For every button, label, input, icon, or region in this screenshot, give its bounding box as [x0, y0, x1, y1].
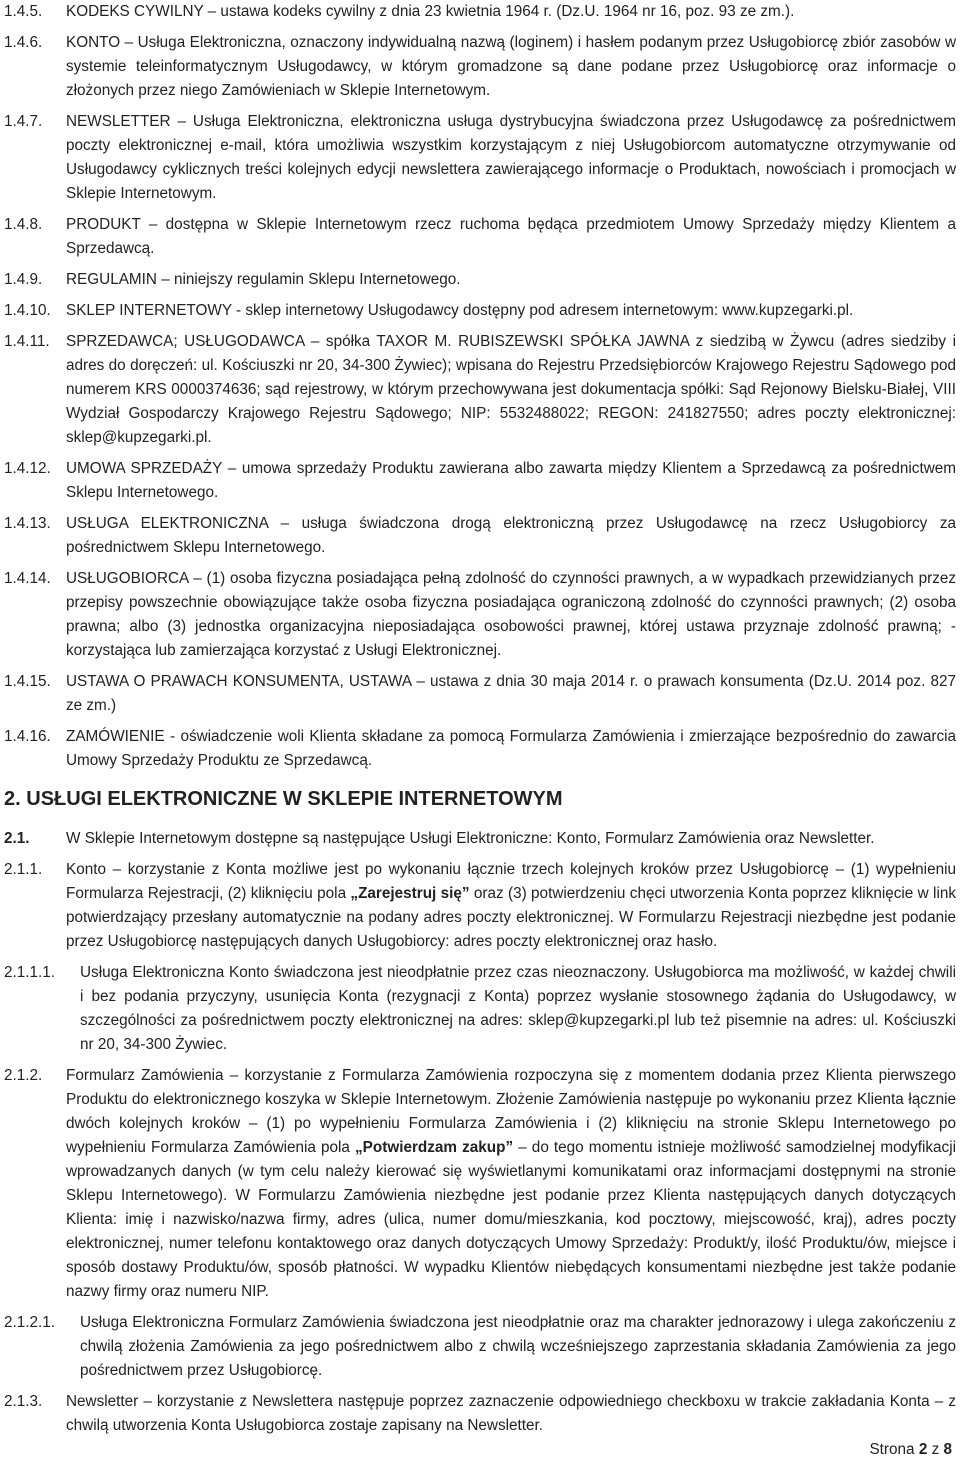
definition-number: 1.4.14. [4, 570, 51, 587]
clause-2-1-1-1 [0, 961, 960, 1057]
definition-item [0, 0, 960, 24]
definition-item [0, 457, 960, 505]
definition-text: USTAWA O PRAWACH KONSUMENTA, USTAWA – ustawa z dnia 30 maja 2014 r. o prawach konsumenta (Dz.U. 2014 poz. 827 ze zm.) [66, 673, 956, 714]
definition-text: UMOWA SPRZEDAŻY – umowa sprzedaży Produktu zawierana albo zawarta między Klientem a Sprzedawcą za pośrednictwem Sklepu Internetowego. [66, 460, 956, 501]
definition-item [0, 213, 960, 261]
clause-text: W Sklepie Internetowym dostępne są następujące Usługi Elektroniczne: Konto, Formularz Zamówienia oraz Newsletter. [66, 830, 875, 847]
clause-number: 2.1.1.1. [4, 964, 56, 981]
definition-text: SKLEP INTERNETOWY - sklep internetowy Usługodawcy dostępny pod adresem internetowym: www.kupzegarki.pl. [66, 302, 854, 319]
definition-number: 1.4.11. [4, 333, 50, 350]
definition-item [0, 268, 960, 292]
clause-number: 2.1.2. [4, 1067, 43, 1084]
definition-text: PRODUKT – dostępna w Sklepie Internetowym rzecz ruchoma będąca przedmiotem Umowy Sprzedaży między Klientem a Sprzedawcą. [66, 216, 956, 257]
clause-number: 2.1.3. [4, 1393, 43, 1410]
clause-text: Konto – korzystanie z Konta możliwe jest po wykonaniu łącznie trzech kolejnych kroków przez Usługobiorcę – (1) wypełnieniu Formularza Rejestracji, (2) kliknięciu pola [66, 861, 956, 902]
section-number: 2. [4, 788, 21, 810]
definition-number: 1.4.6. [4, 34, 43, 51]
definition-text: KONTO – Usługa Elektroniczna, oznaczony indywidualną nazwą (loginem) i hasłem podanym przez Usługobiorcę zbiór zasobów w systemie teleinformatycznym Usługodawcy, w którym gromadzone są dane podane przez Usługobiorcę oraz informacje o złożonych przez niego Zamówieniach w Sklepie Internetowym. [66, 34, 956, 99]
clause-number: 2.1.2.1. [4, 1314, 56, 1331]
clause-2-1-2-1 [0, 1311, 960, 1383]
clause-2-1-1 [0, 858, 960, 954]
definition-number: 1.4.13. [4, 515, 51, 532]
page-sep: z [931, 1441, 940, 1458]
definition-number: 1.4.7. [4, 113, 43, 130]
definition-item [0, 512, 960, 560]
clause-text: Newsletter – korzystanie z Newslettera następuje poprzez zaznaczenie odpowiedniego checkboxu w trakcie zakładania Konta – z chwilą utworzenia Konta Usługobiorca zostaje zapisany na Newsletter. [66, 1393, 956, 1434]
definition-number: 1.4.5. [4, 3, 43, 20]
definition-item [0, 670, 960, 718]
definition-number: 1.4.16. [4, 728, 51, 745]
clause-number: 2.1. [4, 830, 30, 847]
clause-text: Formularz Zamówienia – korzystanie z Formularza Zamówienia rozpoczyna się z momentem dodania przez Klienta pierwszego Produktu do elektronicznego koszyka w Sklepie Internetowym. Złożenie Zamówienia następuje po wykonaniu przez Klienta łącznie dwóch kolejnych kroków – (1) po wypełnieniu Formularza Zamówienia i (2) kliknięciu na stronie Sklepu Internetowego po wypełnieniu Formularza Zamówienia pola [66, 1067, 956, 1156]
definition-text: USŁUGA ELEKTRONICZNA – usługa świadczona drogą elektroniczną przez Usługodawcę na rzecz Usługobiorcy za pośrednictwem Sklepu Internetowego. [66, 515, 956, 556]
clause-text-continued: oraz (3) potwierdzeniu chęci utworzenia Konta poprzez kliknięcie w link potwierdzający przesłany automatycznie na podany adres poczty elektronicznej. W Formularzu Rejestracji niezbędne jest podanie przez Usługobiorcę następujących danych Usługobiorcy: adres poczty elektronicznej oraz hasło. [66, 885, 957, 950]
clause-text-continued: – do tego momentu istnieje możliwość samodzielnej modyfikacji wprowadzanych danych (w tym celu należy kierować się wyświetlanymi komunikatami oraz informacjami dostępnymi na stronie Sklepu Internetowego). W Formularzu Zamówienia niezbędne jest podanie przez Klienta następujących danych dotyczących Klienta: imię i nazwisko/nazwa firmy, adres (ulica, numer domu/mieszkania, kod pocztowy, miejscowość, kraj), adres poczty elektronicznej, numer telefonu kontaktowego oraz danych dotyczących Umowy Sprzedaży: Produkt/y, ilość Produktu/ów, miejsce i sposób dostawy Produktu/ów, sposób płatności. W wypadku Klientów niebędących konsumentami niezbędne jest także podanie nazwy firmy oraz numeru NIP. [66, 1139, 956, 1300]
definition-text: NEWSLETTER – Usługa Elektroniczna, elektroniczna usługa dystrybucyjna świadczona przez Usługodawcę za pośrednictwem poczty elektronicznej e-mail, która umożliwia wszystkim korzystającym z niej Usługobiorcom automatyczne otrzymywanie od Usługodawcy cyklicznych treści kolejnych edycji newslettera zawierającego informacje o Produktach, nowościach i promocjach w Sklepie Internetowym. [66, 113, 956, 202]
page-label: Strona [869, 1441, 915, 1458]
definition-text: SPRZEDAWCA; USŁUGODAWCA – spółka TAXOR M. RUBISZEWSKI SPÓŁKA JAWNA z siedzibą w Żywcu (adres siedziby i adres do doręczeń: ul. Kościuszki nr 20, 34-300 Żywiec); wpisana do Rejestru Przedsiębiorców Krajowego Rejestru Sądowego pod numerem KRS 0000374636; sąd rejestrowy, w którym przechowywana jest dokumentacja spółki: Sąd Rejonowy Bielsku-Białej, VIII Wydział Gospodarczy Krajowego Rejestru Sądowego; NIP: 5532488022; REGON: 241827550; adres poczty elektronicznej: sklep@kupzegarki.pl. [66, 333, 956, 446]
definition-text: ZAMÓWIENIE - oświadczenie woli Klienta składane za pomocą Formularza Zamówienia i zmierzające bezpośrednio do zawarcia Umowy Sprzedaży Produktu ze Sprzedawcą. [66, 728, 956, 769]
clause-2-1-2 [0, 1064, 960, 1304]
definition-item [0, 31, 960, 103]
clause-text: Usługa Elektroniczna Konto świadczona jest nieodpłatnie przez czas nieoznaczony. Usługobiorca ma możliwość, w każdej chwili i bez podania przyczyny, usunięcia Konta (rezygnacji z Konta) poprzez wysłanie stosownego żądania do Usługodawcy, w szczególności za pośrednictwem poczty elektronicznej na adres: sklep@kupzegarki.pl lub też pisemnie na adres: ul. Kościuszki nr 20, 34-300 Żywiec. [80, 964, 956, 1053]
clause-text: Usługa Elektroniczna Formularz Zamówienia świadczona jest nieodpłatnie oraz ma charakter jednorazowy i ulega zakończeniu z chwilą złożenia Zamówienia za jego pośrednictwem albo z chwilą wcześniejszego zaprzestania składania Zamówienia za jego pośrednictwem przez Usługobiorcę. [80, 1314, 956, 1379]
confirm-purchase-button-name: „Potwierdzam zakup” [355, 1139, 514, 1156]
definition-text: KODEKS CYWILNY – ustawa kodeks cywilny z dnia 23 kwietnia 1964 r. (Dz.U. 1964 nr 16, poz. 93 ze zm.). [66, 3, 795, 20]
clause-2-1 [0, 827, 960, 851]
definition-text: REGULAMIN – niniejszy regulamin Sklepu Internetowego. [66, 271, 461, 288]
definition-item [0, 725, 960, 773]
definition-number: 1.4.9. [4, 271, 43, 288]
definition-item [0, 299, 960, 323]
definition-number: 1.4.8. [4, 216, 43, 233]
definition-number: 1.4.12. [4, 460, 51, 477]
definition-item [0, 567, 960, 663]
page-total: 8 [943, 1441, 952, 1458]
page-current: 2 [918, 1441, 928, 1458]
register-button-name: „Zarejestruj się” [350, 885, 470, 902]
section-heading [0, 787, 960, 811]
page-footer [869, 1441, 952, 1459]
definition-item [0, 330, 960, 450]
definition-number: 1.4.15. [4, 673, 51, 690]
section-title: USŁUGI ELEKTRONICZNE W SKLEPIE INTERNETOWYM [26, 788, 563, 810]
definition-number: 1.4.10. [4, 302, 51, 319]
clause-2-1-3 [0, 1390, 960, 1438]
definition-item [0, 110, 960, 206]
definition-text: USŁUGOBIORCA – (1) osoba fizyczna posiadająca pełną zdolność do czynności prawnych, a w wypadkach przewidzianych przez przepisy powszechnie obowiązujące także osoba fizyczna posiadająca ograniczoną zdolność do czynności prawnych; (2) osoba prawna; albo (3) jednostka organizacyjna nieposiadająca osobowości prawnej, której ustawa przyznaje zdolność prawną; - korzystająca lub zamierzająca korzystać z Usługi Elektronicznej. [66, 570, 956, 659]
clause-number: 2.1.1. [4, 861, 43, 878]
